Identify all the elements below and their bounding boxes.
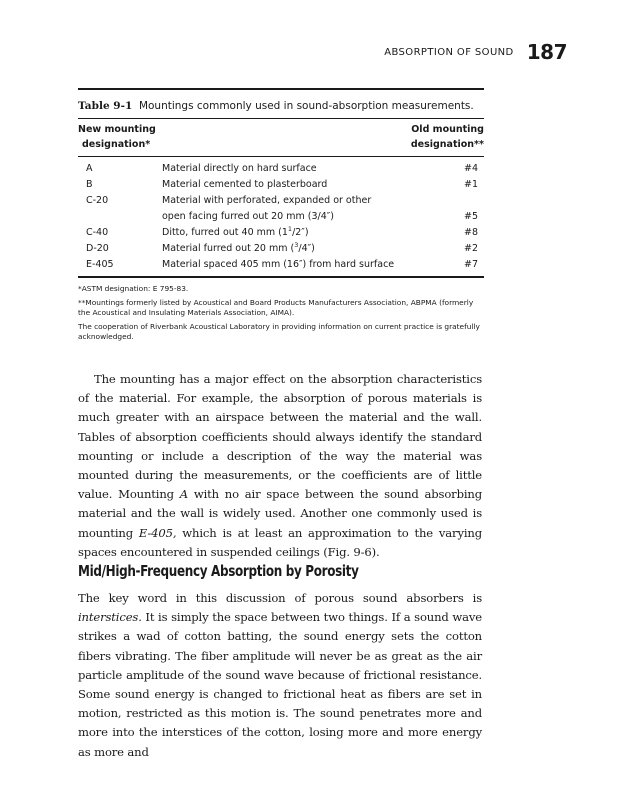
text-run: which is at least an approximation to the varying spaces encountered in suspended ceilings (Fig. 9-6). — [78, 525, 482, 559]
cell-desc: Material spaced 405 mm (16″) from hard surface — [162, 259, 395, 270]
table-note: **Mountings formerly listed by Acoustical and Board Products Manufacturers Association, ABPMA (formerly the Acoustical and Insulating Materials Association, AIMA). — [78, 297, 474, 317]
italic-run: A — [179, 487, 188, 502]
paragraph — [78, 589, 482, 762]
cell-old: #1 — [463, 179, 478, 190]
cell-desc-post: /4″) — [298, 243, 315, 254]
running-head — [76, 40, 567, 64]
cell-desc-post: /2″) — [292, 227, 309, 238]
text-run: The mounting has a major effect on the absorption characteristics of the material. For example, the absorption of porous materials is much greater with an airspace between the material and the wall. Tables of absorption coefficients should always identify the standard mounting or include a description of the way the material was mounted during the measurements, or the coefficients are of little value. Mounting — [78, 372, 482, 502]
table-note: The cooperation of Riverbank Acoustical Laboratory in providing information on current practice is gratefully acknowledged. — [78, 321, 480, 341]
cell-new: C-40 — [86, 227, 109, 238]
cell-desc-sup: 3 — [294, 241, 299, 249]
header-new-line2: designation* — [82, 139, 151, 150]
table-header — [78, 119, 484, 156]
body-paragraph-porosity — [78, 589, 482, 762]
cell-desc-pre: Ditto, furred out 40 mm (1 — [162, 227, 288, 238]
table-row — [78, 193, 484, 225]
table-row — [78, 225, 484, 241]
header-old-mounting — [411, 122, 484, 152]
cell-old: #7 — [463, 259, 478, 270]
text-run: with no air space between the sound absorbing material and the wall is widely used. Another one commonly used is mounting — [78, 487, 482, 540]
cell-old: #8 — [463, 227, 478, 238]
cell-old: #2 — [463, 243, 478, 254]
text-run: It is simply the space between two things. If a sound wave strikes a wad of cotton batting, the sound energy sets the cotton fibers vibrating. The fiber amplitude will never be as great as the air particle amplitude of the sound wave because of frictional resistance. Some sound energy is changed to frictional heat as fibers are set in motion, restricted as this motion is. The sound penetrates more and more into the interstices of the cotton, losing more and more energy as more and — [78, 610, 482, 759]
cell-desc-line1: Material with perforated, expanded or other — [162, 195, 372, 206]
header-new-line1: New mounting — [78, 124, 156, 135]
italic-run: interstices. — [78, 610, 142, 625]
cell-desc-line2: open facing furred out 20 mm (3/4″) — [162, 211, 334, 222]
table-note: *ASTM designation: E 795-83. — [78, 284, 189, 293]
cell-desc-pre: Material furred out 20 mm ( — [162, 243, 295, 254]
table-row — [78, 177, 484, 193]
cell-desc-sup: 1 — [287, 225, 293, 233]
cell-old-text: #5 — [463, 211, 478, 222]
table-row — [78, 161, 484, 177]
italic-run: E-405, — [138, 525, 177, 540]
table-body — [78, 157, 484, 276]
cell-new — [78, 193, 146, 225]
cell-new: B — [86, 179, 93, 190]
cell-old — [440, 193, 484, 225]
table-row — [78, 257, 484, 273]
cell-new: D-20 — [86, 243, 109, 254]
cell-new-text: C-20 — [86, 195, 109, 206]
cell-desc — [146, 225, 440, 241]
table-row — [78, 241, 484, 257]
cell-desc: Material directly on hard surface — [162, 163, 317, 174]
page-number: 187 — [526, 40, 567, 64]
table-caption — [78, 99, 484, 113]
cell-new: A — [86, 163, 93, 174]
body-paragraph-mounting — [78, 370, 482, 562]
cell-desc — [146, 193, 440, 225]
cell-desc — [146, 241, 440, 257]
paragraph — [78, 370, 482, 562]
text-run: The key word in this discussion of porous sound absorbers is — [78, 591, 482, 605]
cell-desc: Material cemented to plasterboard — [162, 179, 328, 190]
cell-old: #4 — [463, 163, 478, 174]
header-new-mounting — [78, 122, 156, 152]
running-head-section: ABSORPTION OF SOUND — [384, 46, 514, 58]
table-top-rule — [78, 88, 484, 90]
table-9-1 — [78, 88, 484, 346]
table-title: Mountings commonly used in sound-absorption measurements. — [138, 100, 474, 112]
section-heading: Mid/High-Frequency Absorption by Porosity — [78, 562, 359, 580]
table-label: Table 9-1 — [78, 100, 133, 112]
table-notes — [78, 284, 484, 343]
header-old-line1: Old mounting — [411, 124, 484, 135]
header-old-line2: designation** — [410, 139, 484, 150]
cell-new: E-405 — [86, 259, 114, 270]
table-bottom-rule — [78, 276, 484, 278]
